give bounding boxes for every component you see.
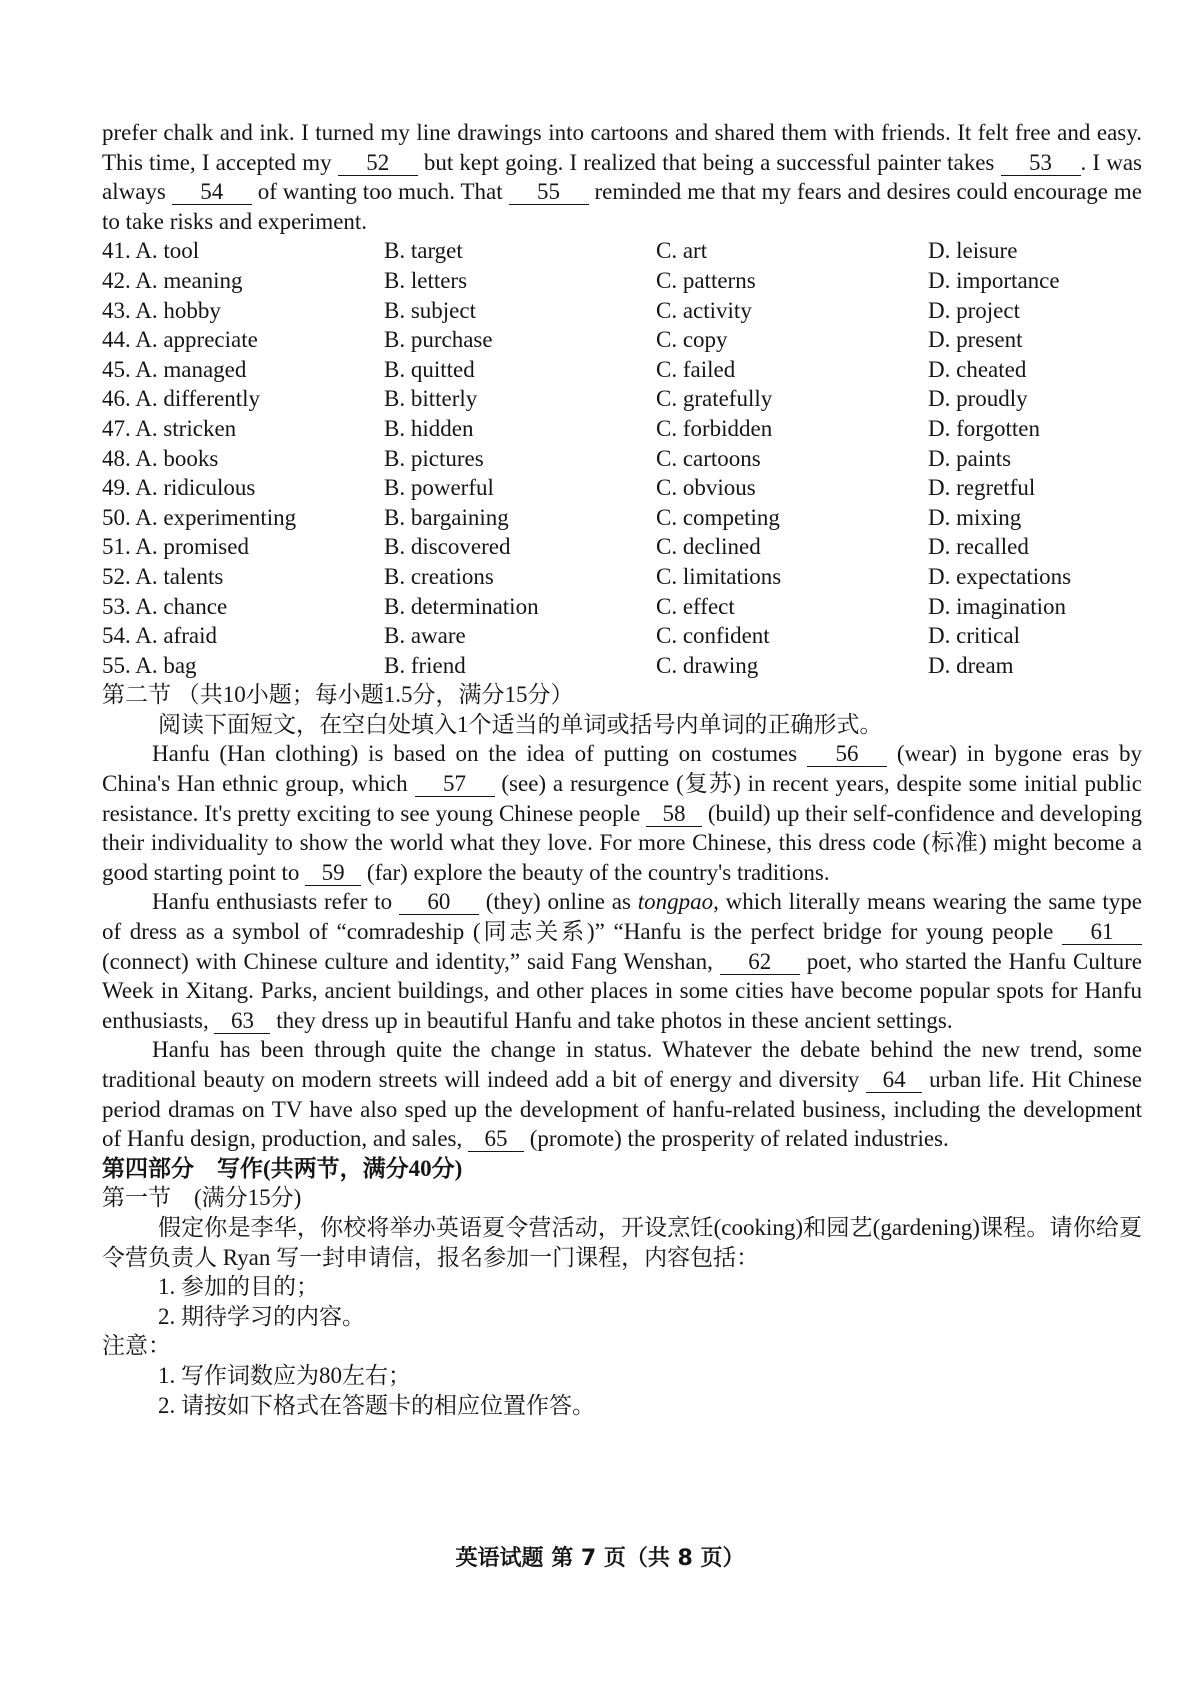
passage-text: Hanfu (Han clothing) is based on the idea of putting on costumes	[152, 741, 807, 767]
option-a: 43. A. hobby	[102, 297, 221, 323]
hanfu-paragraph-1	[102, 739, 1142, 887]
blank-53: 53	[1001, 151, 1081, 176]
passage-text: poet, who started the Hanfu Culture Week in Xitang. Parks, ancient buildings, and other places in some cities have become popular spots for Hanfu enthusiasts,	[102, 948, 1142, 1033]
note-item: 1. 写作词数应为80左右；	[158, 1362, 411, 1388]
passage-text: but kept going. I realized that being a successful painter takes	[417, 149, 1001, 175]
option-row	[102, 266, 1142, 296]
page-footer: 英语试题 第 7 页（共 8 页）	[455, 1546, 745, 1571]
option-b: B. purchase	[384, 327, 493, 353]
option-row	[102, 592, 1142, 622]
option-b: B. letters	[384, 267, 468, 293]
passage-text: . I was always	[102, 149, 1142, 205]
passage-text: reminded me that my fears and desires could encourage me to take risks and experiment.	[102, 179, 1142, 234]
option-d: D. importance	[928, 267, 1060, 293]
option-b: B. target	[384, 238, 463, 264]
section2-heading: 第二节 （共10小题；每小题1.5分，满分15分）	[102, 682, 574, 708]
blank-59: 59	[305, 861, 361, 886]
hanfu-paragraph-3	[102, 1035, 1142, 1153]
writing-prompt: 假定你是李华，你校将举办英语夏令营活动，开设烹饪(cooking)和园艺(gardening)课程。请你给夏令营负责人 Ryan 写一封申请信，报名参加一门课程，内容包括：	[102, 1214, 1142, 1270]
option-a: 47. A. stricken	[102, 415, 237, 441]
option-a: 53. A. chance	[102, 593, 228, 619]
option-row	[102, 384, 1142, 414]
passage-text: (far) explore the beauty of the country's traditions.	[361, 859, 830, 885]
option-a: 45. A. managed	[102, 356, 247, 382]
passage-text: Hanfu enthusiasts refer to	[152, 889, 399, 915]
option-a: 42. A. meaning	[102, 267, 243, 293]
option-c: C. patterns	[656, 267, 756, 293]
passage-text: prefer chalk and ink. I turned my line drawings into cartoons and shared them with friends. It felt free and easy. This time, I accepted my	[102, 120, 1142, 175]
option-row	[102, 651, 1142, 681]
passage-text: (see) a resurgence (复苏) in recent years, despite some initial public resistance. It's pretty exciting to see young Chinese people	[102, 771, 1142, 826]
option-d: D. critical	[928, 623, 1020, 649]
option-row	[102, 444, 1142, 474]
hanfu-paragraph-2	[102, 887, 1142, 1035]
option-c: C. forbidden	[656, 415, 773, 441]
option-c: C. competing	[656, 504, 780, 530]
blank-64: 64	[866, 1068, 922, 1093]
option-d: D. imagination	[928, 593, 1066, 619]
blank-60: 60	[399, 890, 479, 915]
option-d: D. dream	[928, 652, 1014, 678]
passage-text: urban life. Hit Chinese period dramas on TV have also sped up the development of hanfu-related business, including the development of Hanfu design, production, and sales,	[102, 1067, 1142, 1152]
option-d: D. expectations	[928, 563, 1072, 589]
option-a: 52. A. talents	[102, 563, 224, 589]
option-b: B. quitted	[384, 356, 475, 382]
note-item: 2. 请按如下格式在答题卡的相应位置作答。	[158, 1392, 595, 1418]
passage-text: (build) up their self-confidence and developing their individuality to show the world what they love. For more Chinese, this dress code (标准) might become a good starting point to	[102, 800, 1143, 885]
passage-text: (connect) with Chinese culture and identity,” said Fang Wenshan,	[102, 948, 720, 974]
passage-text: Hanfu has been through quite the change in status. Whatever the debate behind the new trend, some traditional beauty on modern streets will indeed add a bit of energy and diversity	[102, 1037, 1142, 1092]
option-row	[102, 562, 1142, 592]
option-d: D. cheated	[928, 356, 1027, 382]
option-c: C. gratefully	[656, 386, 773, 412]
option-c: C. effect	[656, 593, 735, 619]
option-c: C. cartoons	[656, 445, 761, 471]
option-c: C. copy	[656, 327, 728, 353]
option-d: D. recalled	[928, 534, 1029, 560]
section2-instruction: 阅读下面短文，在空白处填入1个适当的单词或括号内单词的正确形式。	[158, 711, 883, 737]
passage-text: , which literally means wearing the same type of dress as a symbol of “comradeship (同志关系)” “Hanfu is the perfect bridge for young people	[102, 889, 1142, 945]
option-c: C. activity	[656, 297, 752, 323]
option-b: B. pictures	[384, 445, 484, 471]
option-d: D. proudly	[928, 386, 1028, 412]
blank-56: 56	[807, 742, 887, 767]
option-d: D. present	[928, 327, 1023, 353]
blank-62: 62	[720, 950, 800, 975]
option-a: 49. A. ridiculous	[102, 475, 256, 501]
part4-section1-heading: 第一节 (满分15分)	[102, 1185, 302, 1211]
option-a: 44. A. appreciate	[102, 327, 258, 353]
part4-heading: 第四部分 写作(共两节，满分40分)	[102, 1155, 463, 1181]
blank-55: 55	[509, 180, 589, 205]
passage-text: they dress up in beautiful Hanfu and take photos in these ancient settings.	[270, 1007, 953, 1033]
blank-52: 52	[338, 151, 418, 176]
option-row	[102, 296, 1142, 326]
passage-text: of wanting too much. That	[251, 179, 509, 205]
option-c: C. obvious	[656, 475, 756, 501]
passage-text: (they) online as	[478, 889, 638, 915]
prompt-item: 1. 参加的目的；	[158, 1274, 319, 1300]
blank-61: 61	[1062, 920, 1142, 945]
italic-term: tongpao	[637, 889, 714, 915]
option-d: D. paints	[928, 445, 1012, 471]
option-a: 41. A. tool	[102, 238, 200, 264]
option-row	[102, 236, 1142, 266]
prompt-item: 2. 期待学习的内容。	[158, 1303, 365, 1329]
option-a: 48. A. books	[102, 445, 219, 471]
option-row	[102, 503, 1142, 533]
option-a: 50. A. experimenting	[102, 504, 297, 530]
option-c: C. limitations	[656, 563, 782, 589]
option-c: C. confident	[656, 623, 770, 649]
option-b: B. determination	[384, 593, 539, 619]
option-d: D. regretful	[928, 475, 1036, 501]
option-b: B. bargaining	[384, 504, 509, 530]
blank-54: 54	[172, 180, 252, 205]
option-c: C. drawing	[656, 652, 759, 678]
option-b: B. powerful	[384, 475, 494, 501]
blank-65: 65	[468, 1127, 524, 1152]
option-a: 51. A. promised	[102, 534, 249, 560]
option-a: 55. A. bag	[102, 652, 197, 678]
option-row	[102, 473, 1142, 503]
option-row	[102, 355, 1142, 385]
option-d: D. leisure	[928, 238, 1018, 264]
options-table	[102, 236, 1142, 680]
option-row	[102, 532, 1142, 562]
option-b: B. bitterly	[384, 386, 478, 412]
note-label: 注意：	[102, 1333, 171, 1359]
option-b: B. subject	[384, 297, 476, 323]
option-d: D. project	[928, 297, 1020, 323]
blank-57: 57	[415, 772, 495, 797]
option-b: B. friend	[384, 652, 466, 678]
passage-text: (wear) in bygone eras by China's Han ethnic group, which	[102, 741, 1142, 797]
option-c: C. failed	[656, 356, 736, 382]
option-d: D. mixing	[928, 504, 1022, 530]
option-row	[102, 325, 1142, 355]
option-b: B. aware	[384, 623, 466, 649]
option-b: B. hidden	[384, 415, 474, 441]
passage-text: (promote) the prosperity of related industries.	[524, 1126, 949, 1152]
blank-58: 58	[646, 802, 702, 827]
option-d: D. forgotten	[928, 415, 1041, 441]
option-c: C. declined	[656, 534, 761, 560]
option-row	[102, 621, 1142, 651]
option-b: B. creations	[384, 563, 494, 589]
option-b: B. discovered	[384, 534, 511, 560]
passage-tail	[102, 118, 1142, 236]
option-row	[102, 414, 1142, 444]
option-a: 54. A. afraid	[102, 623, 217, 649]
option-c: C. art	[656, 238, 708, 264]
page-content	[102, 118, 1142, 1420]
blank-63: 63	[214, 1009, 270, 1034]
option-a: 46. A. differently	[102, 386, 260, 412]
